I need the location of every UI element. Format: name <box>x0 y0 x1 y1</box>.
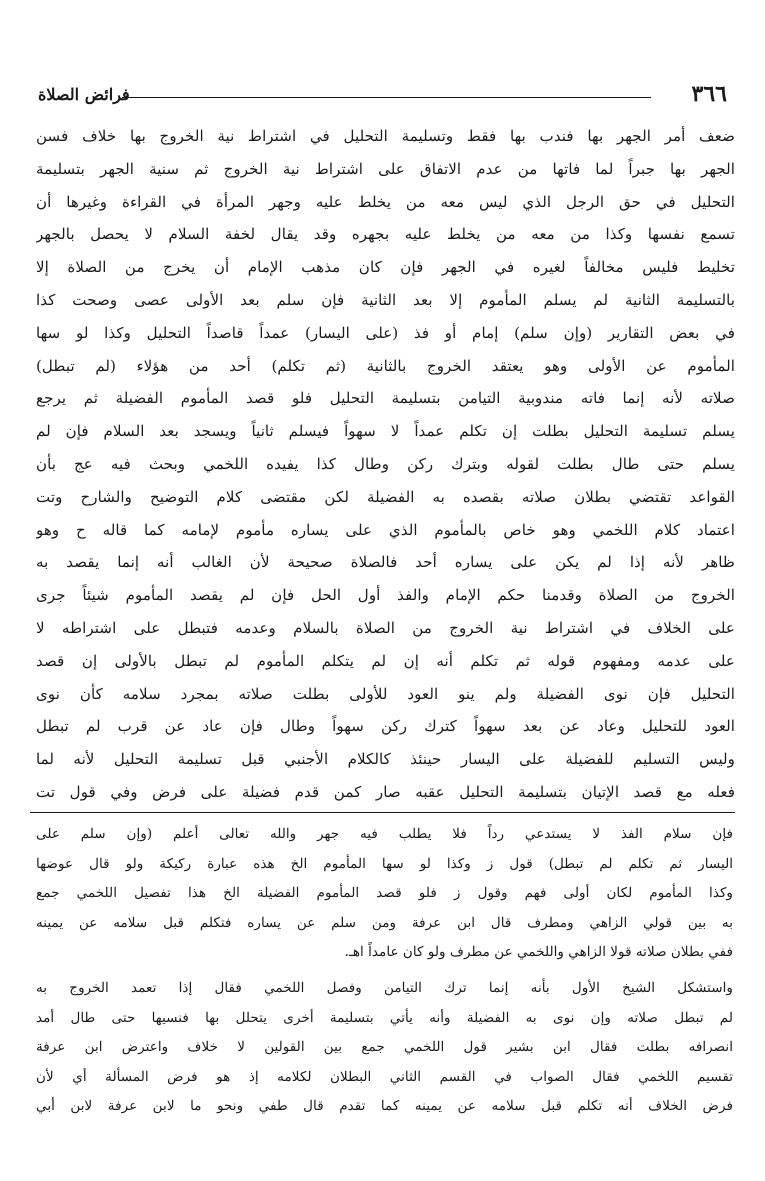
footnote-separator <box>30 812 735 813</box>
text-line: التحليل في حق الرجل الذي ليس معه من يخلط عليه وجهر المرأة في القراءة وغيرها أن <box>36 192 735 211</box>
text-line: صلاته لأنه إنما فاته مندوبية التيامن بتسليمة التحليل فلو قصد المأموم الفضيلة ثم يرجع <box>36 389 735 408</box>
footnote-line: به بين قولي الزاهي ومطرف قال ابن عرفة ومن سلم عن يساره فتكلم قبل سلامه عن يمينه <box>36 914 733 931</box>
text-line: بالتسليمة الثانية لم يسلم المأموم إلا بعد الثانية فإن سلم بعد الأولى عصى وصحت كذا <box>36 290 735 309</box>
footnote-line: ففي بطلان صلاته قولا الزاهي واللخمي عن مطرف ولو كان عامداً اهـ. <box>344 944 733 961</box>
text-line: الخروج من الصلاة وقدمنا حكم الإمام والفذ أول الحل فإن لم يقصد المأموم شيئاً جرى <box>36 586 735 605</box>
text-line: القواعد تقتضي بطلان صلاته بقصده به الفضيلة لكن مقتضى كلام التوضيح والشارح وتت <box>36 487 735 506</box>
main-text <box>36 120 735 809</box>
footnote-line: تقسيم اللخمي فقال الصواب في القسم الثاني البطلان لكلامه إذ هو فرض المسألة أي لأن <box>36 1068 733 1085</box>
text-line: في بعض التقارير (وإن سلم) إمام أو فذ (على اليسار) عمداً قاصداً التحليل وكذا لو سها <box>36 323 735 342</box>
text-line: تخليط فليس مخالفاً لغيره في الجهر فإن كان مذهب الإمام أن يخرج من الصلاة إلا <box>36 258 735 277</box>
footnote-line: فرض الخلاف أنه تكلم قبل سلامه عن يمينه كما تقدم قال طفي ونحو ما لابن عرفة لابن أبي <box>36 1098 733 1115</box>
text-line: فعله مع قصد الإتيان بتسليمة التحليل عقبه صار كمن قدم فضيلة على فرض وفي قول تت <box>36 782 735 801</box>
text-line: ظاهر لأنه إذا لم يكن على يساره أحد فالصلاة صحيحة لأن الغالب أنه إنما يقصد به <box>36 553 735 572</box>
header-rule <box>122 97 651 98</box>
page-number: ٣٦٦ <box>691 81 727 107</box>
footnote-line: اليسار ثم تكلم لم تبطل) قول ز وكذا لو سها المأموم الخ هذه عبارة ركيكة ولو قال عوضها <box>36 855 733 872</box>
text-line: اعتماد كلام اللخمي وهو خاص بالمأموم الذي على يساره مأموم لإمامه كما قاله ح وهو <box>36 520 735 539</box>
footnote-text <box>36 820 733 1122</box>
text-line: التحليل فإن نوى الفضيلة ولم ينو العود للأولى بطلت صلاته بمجرد سلامه كأن نوى <box>36 684 735 703</box>
text-line: على الخلاف في اشتراط نية الخروج من الصلاة بالسلام وعدمه فتبطل على اشتراطه لا <box>36 618 735 637</box>
footnote-line: واستشكل الشيخ الأول بأنه إنما ترك التيامن وفصل اللخمي فقال إذا تعمد الخروج به <box>36 979 733 996</box>
footnote-line: وكذا المأموم لكان أولى فهم وقول ز فلو قصد المأموم الفضيلة الخ هذا تفصيل اللخمي جمع <box>36 885 733 902</box>
footnote-paragraph <box>36 974 733 1122</box>
text-line: العود للتحليل وعاد عن بعد سهواً كترك ركن سهواً وطال فإن عاد عن قرب لم تبطل <box>36 717 735 736</box>
text-line: المأموم عن الأولى وهو يعتقد الخروج بالثانية (ثم تكلم) أحد من هؤلاء (لم تبطل) <box>36 356 735 375</box>
text-line: الجهر بها جبراً لما فاتها من عدم الاتفاق على اشتراط نية الخروج ثم سنية الجهر بتسليمة <box>36 159 735 178</box>
running-header <box>30 80 735 108</box>
footnote-line: لم تبطل صلاته وإن نوى به الفضيلة وأنه يأتي بتسليمة أخرى يتحلل بها فنسيها حتى طال أمد <box>36 1009 733 1026</box>
text-line: على عدمه ومفهوم قوله ثم تكلم أنه إن لم يتكلم المأموم لم تبطل بالأولى إن قصد <box>36 651 735 670</box>
text-line: تسمع نفسها وكذا من معه من يخلط عليه بجهره وقد يقال لخفة السلام لا يحصل بالجهر <box>36 225 735 244</box>
text-line: يسلم تسليمة التحليل بطلت إن تكلم عمداً لا سهواً فيسلم ثانياً ويسجد بعد السلام فإن لم <box>36 422 735 441</box>
text-line: وليس التسليم للفضيلة على اليسار حينئذ كالكلام الأجنبي قبل تسليمة التحليل لأنه لما <box>36 750 735 769</box>
footnote-line: فإن سلام الفذ لا يستدعي رداً فلا يطلب فيه جهر والله تعالى أعلم (وإن سلم على <box>36 826 733 842</box>
text-line: يسلم حتى طال بطلت لقوله وبترك ركن وطال كذا يفيده اللخمي وبحث فيه عج بأن <box>36 454 735 473</box>
footnote-line: انصرافه بطلت فقال ابن بشير قول اللخمي جمع بين القولين لا خلاف واعترض ابن عرفة <box>36 1039 733 1056</box>
footnote-paragraph <box>36 820 733 968</box>
section-title: فرائض الصلاة <box>38 85 130 104</box>
text-line: ضعف أمر الجهر بها فندب بها فقط وتسليمة التحليل في اشتراط نية الخروج بها خلاف فسن <box>36 127 735 145</box>
